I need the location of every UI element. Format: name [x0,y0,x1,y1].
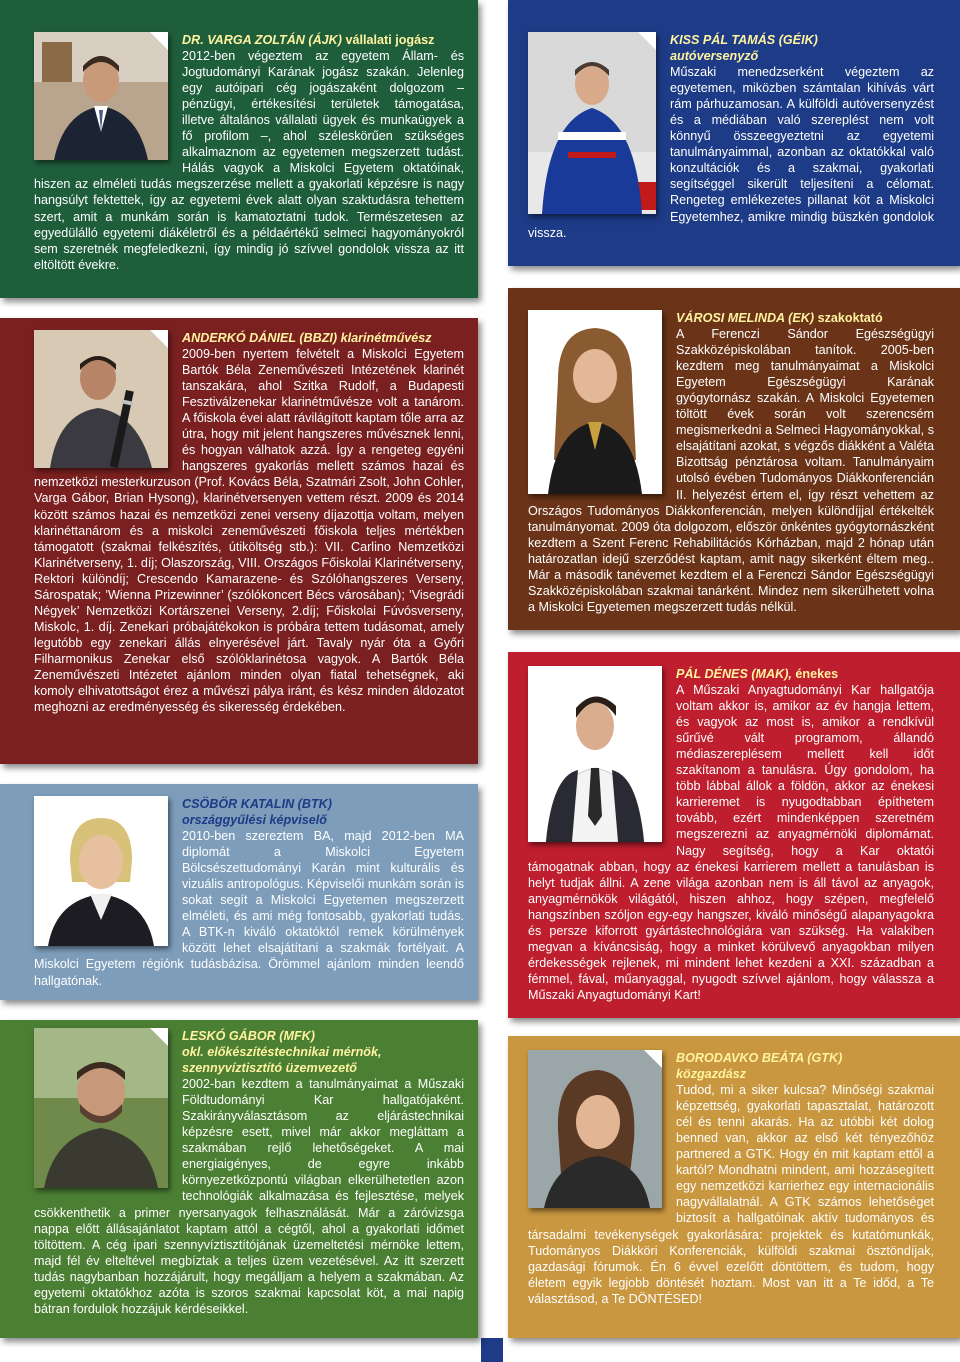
portrait-lesko [34,1028,168,1188]
portrait-kiss-image [528,32,656,214]
profile-csobor-role: országgyűlési képviselő [182,813,327,828]
portrait-varga [34,32,168,160]
profile-varga [0,0,478,298]
profile-csobor-name: CSÖBÖR KATALIN (BTK) [182,797,332,811]
portrait-anderko [34,330,168,468]
photo-corner-fold [644,666,662,684]
profile-varga-text: 2012-ben végeztem az egyetem Állam- és Jogtudományi Karának jogász szakán. Jelenleg egy autóipari cég jogászaként dolgozom – pénzügyi, értékesítési területek támogatása, illetve általános vállalati ügyek és munkaügyek a fő profilom –, ahol széleskörűen szükséges alkalmaznom az egyetemen megszerzett tudást. Hálás vagyok a Miskolci Egyetem oktatóinak, hiszen az elméleti tudás megszerzése mellett a gyakorlati képzésre is nagy hangsúlyt fektettek, így az egyetemi évek alatt olyan szaktudásra tehettem szert, amit a munkám során is kamatoztatni tudok. Természetesen az egyedülálló egyetemi diákéletről és a példaértékű selmeci hagyományokról sem szeretnék megfeledkezni, így mindig jó szívvel gondolok vissza az itt eltöltött évekre. [34,49,464,272]
profile-pal-role: énekes [795,667,839,681]
profile-borodavko-role: közgazdász [676,1067,746,1082]
photo-corner-fold [150,32,168,50]
profile-kiss-name: KISS PÁL TAMÁS (GÉIK) [670,33,818,47]
portrait-kiss [528,32,656,214]
profile-pal-heading: PÁL DÉNES (MAK), énekes [676,667,839,681]
portrait-borodavko-image [528,1050,662,1208]
profile-anderko [0,318,478,764]
profile-anderko-name: ANDERKÓ DÁNIEL (BBZI) [182,331,338,345]
profile-pal-text: A Műszaki Anyagtudományi Kar hallgatója voltam akkor is, amikor az év hangja lettem, és vagyok az most is, amikor a rendkívül sűrűvé vált programom, állandó médiaszereplésem mellett kell időt szakítanom a tanulásra. Úgy gondolom, ha több lábbal állok a földön, akkor az énekesi karrieremet is nyugodtabban építhetem tovább, ezért mindenképpen szeretném megszerezni az anyagmérnöki diplomámat. Nagy segítség, hogy a Kar oktatói támogatnak abban, hogy az énekesi karrierem mellett a tanulásban is helyt tudjak állni. A zene világa azonban nem is áll távol az anyagok, anyagmérnökök világától, hiszen ahhoz, hogy szépen, megfelelő hangszínben szóljon egy-egy hangszer, kiváló minőségű alapanyagokra és persze kiforrott gyártástechnológiára van szükség. Ha valakiben megvan a kíváncsiság, hogy a minket körülvevő anyagokban milyen érdekességek rejlenek, mi mindent lehet kezdeni a XXI. században a fémmel, fával, műanyaggal, nyugodt szívvel ajánlom, hogy válassza a Műszaki Anyagtudományi Kart! [528,683,934,1002]
photo-corner-fold [150,1028,168,1046]
profile-anderko-role: klarinétművész [340,331,432,345]
profile-varosi-text: A Ferenczi Sándor Egészségügyi Szakközépiskolában tanítok. 2005-ben kezdtem meg tanulmányaimat a Miskolci Egyetem Egészségügyi Karának gyógytornász szakán. A Miskolci Egyetemen töltött évek során volt szerencsém megismerkedni a Selmeci Hagyományokkal, s elsajátítani azokat, s végzős diákként a Valéta Bizottság pénztárosa voltam. Tanulmányaim utolsó évében Tudományos Diákkonferencián II. helyezést értem el, így részt vehettem az Országos Tudományos Diákkonferencián, melyen különdíjjal értékelték tanulmányomat. 2009 óta dolgozom, először önkéntes gyógytornászként kezdtem a Szent Ferenc Rehabilitációs Kórházban, majd 2 hónap után határozatlan idejű szerződést kaptam, amit nagy sikerként éltem meg.. Már a második tanévemet kezdtem el a Ferenczi Sándor Egészségügyi Szakközépiskolában szakmai tanárként. Mindez nem sikerülhetett volna a Miskolci Egyetemen megszerzett tudás nélkül. [528,327,934,614]
profile-csobor [0,784,478,1000]
portrait-varosi [528,310,662,494]
portrait-csobor-image [34,796,168,946]
profile-kiss-role: autóversenyző [670,49,759,64]
photo-corner-fold [644,1050,662,1068]
portrait-borodavko [528,1050,662,1208]
profile-lesko-text: 2002-ban kezdtem a tanulmányaimat a Műszaki Földtudományi Kar hallgatójaként. Szakirányválasztásom az eljárástechnikai képzésre esett, mivel már akkor megláttam a szakmában rejlő lehetőségeket. A mai energiaigényes, de egyre inkább környezetközpontú világban elkerülhetetlen azon technológiák alkalmazása és fejlesztése, melyek csökkenthetik a primer nyersanyagok felhasználását. Már a záróvizsga nappa előtt állásajánlatot kaptam attól a cégtől, ahol a gyakorlati időmet töltöttem. A cég ipari szennyvíztisztítójának üzemeltetési mérnöke lettem, majd fél év elteltével megbíztak a teljes üzem vezetésével. Az itt szerzett tudás nagybanban hozzájárult, hogy megálljam a helyem a szakmában. Az egyetemi oktatókhoz azóta is szoros szakmai kapcsolat köt, a mai napig bátran fordulok hozzájuk kérdéseikkel. [34,1077,464,1316]
portrait-lesko-image [34,1028,168,1188]
photo-corner-fold [638,32,656,50]
portrait-varga-image [34,32,168,160]
bottom-accent-bar [481,1338,503,1362]
center-gutter [481,0,503,1362]
profile-varosi-name: VÁROSI MELINDA (EK) [676,311,815,325]
profile-lesko-role-2: szennyvíztisztító üzemvezető [182,1061,357,1076]
profile-varga-name: DR. VARGA ZOLTÁN (ÁJK) [182,33,342,47]
profile-borodavko [508,1036,960,1338]
profile-kiss-text: Műszaki menedzserként végeztem az egyetemen, miközben számtalan kihívás várt rám párhuzamosan. A külföldi autóversenyzést és a médiában való szereplést nem volt könnyű összeegyeztetni az egyetemi tanulmányaimmal, azonban az oktatókkal való konzultációk és a szakmai, gyakorlati segítséggel sikerült teljesíteni a célomat. Rengeteg emlékezetes pillanat köt a Miskolci Egyetemhez, amikre mindig büszkén gondolok vissza. [528,65,934,240]
portrait-pal-image [528,666,662,842]
photo-corner-fold [150,330,168,348]
profile-borodavko-text: Tudod, mi a siker kulcsa? Minőségi szakmai képzettség, gyakorlati tapasztalat, határozott cél és tenni akarás. Ha az utóbbi két dolog benned van, akkor az első két tényezőhöz partnered a GTK. Hogy én mit kaptam ettől a kartól? Mondhatni mindent, ami hozzásegített egy nemzetközi karrierhez egy internacionális nagyvállalatnál. A GTK számos lehetőséget biztosít a hallgatóinak aktív tudományos és társadalmi tevékenységek gyakorlására: projektek és kutatómunkák, Tudományos Diákköri Konferenciák, külföldi szakmai ösztöndíjak, gazdasági fórumok. Én 6 évvel ezelőtt döntöttem, és tudom, hogy életem egyik legjobb döntését hoztam. Most van itt a Te időd, a Te választásod, a Te DÖNTÉSED! [528,1083,934,1306]
profile-lesko-role-1: okl. előkészítéstechnikai mérnök, [182,1045,382,1060]
profile-varosi [508,288,960,630]
profile-kiss [508,0,960,266]
profile-lesko-name: LESKÓ GÁBOR (MFK) [182,1029,315,1043]
portrait-csobor [34,796,168,946]
profile-pal-name: PÁL DÉNES (MAK) [676,667,789,681]
photo-corner-fold [150,796,168,814]
profile-lesko [0,1020,478,1338]
portrait-anderko-image [34,330,168,468]
profile-borodavko-name: BORODAVKO BEÁTA (GTK) [676,1051,843,1065]
profile-anderko-text: 2009-ben nyertem felvételt a Miskolci Egyetem Bartók Béla Zeneművészeti Intézetének klarinét tanszakára, ahol Szitka Rudolf, a Budapesti Fesztiválzenekar klarinétművésze volt a tanárom. A főiskola évei alatt rávilágított kaptam tőle arra az útra, hogy mit jelent hangszeres művésznek lenni, és hogyan válhatok azzá. Így a rengeteg egyéni hangszeres gyakorlás mellett számos hazai és nemzetközi mesterkurzuson (Prof. Kovács Béla, Szatmári Zsolt, John Cohler, Varga Gábor, Brian Hysong), klarinétversenyen vettem részt. 2009 és 2014 között számos hazai és nemzetközi zenei verseny díjazottja voltam, melyen klarinéttanárom és a miskolci zeneművészeti főiskola teljes mértékben támogatott (szakmai felkészítés, útiköltség stb.): VII. Carlino Nemzetközi Klarinétverseny, 1. díj; Olaszország, VIII. Országos Főiskolai Klarinétverseny, Rektori különdíj; Crescendo Kamarazene- és Szólóhangszeres Verseny, Sárospatak; ’Wienna Prizewinner’ (szólókoncert Bécs városában); ’Visegrádi Négyek’ Nemzetközi Kortárszenei Verseny, 2.díj; Főiskolai Fúvósverseny, Miskolc, 1. díj. Zenekari próbajátékokon is próbára tettem tudásomat, amely legutóbb egy zenekari állás elnyerésével járt. Tavaly nyár óta a Győri Filharmonikus Zenekar első szólóklarinétosa vagyok. A Bartók Béla Zeneművészeti Intézetet ajánlom minden olyan fiatal tehetségnek, aki komoly elhivatottságot érez a művészi pálya iránt, és kész minden áldozatot meghozni az eredményesség és sikeresség érdekében. [34,347,464,715]
profile-varga-role: vállalati jogász [345,33,435,47]
profile-varosi-role: szakoktató [817,311,883,325]
photo-corner-fold [644,310,662,328]
profile-pal [508,652,960,1018]
profile-csobor-text: 2010-ben szereztem BA, majd 2012-ben MA diplomát a Miskolci Egyetem Bölcsészettudományi Karán mint kulturális és vizuális antropológus. Képviselői munkám során is sokat segít a Miskolci Egyetemen megszerzett elméleti, és ami még fontosabb, gyakorlati tudás. A BTK-n kiváló oktatóktól remek körülmények között lehet elsajátítani a szakmák fortélyait. A Miskolci Egyetem régiónk tudásbázisa. Örömmel ajánlom minden leendő hallgatónak. [34,829,464,988]
portrait-varosi-image [528,310,662,494]
portrait-pal [528,666,662,842]
